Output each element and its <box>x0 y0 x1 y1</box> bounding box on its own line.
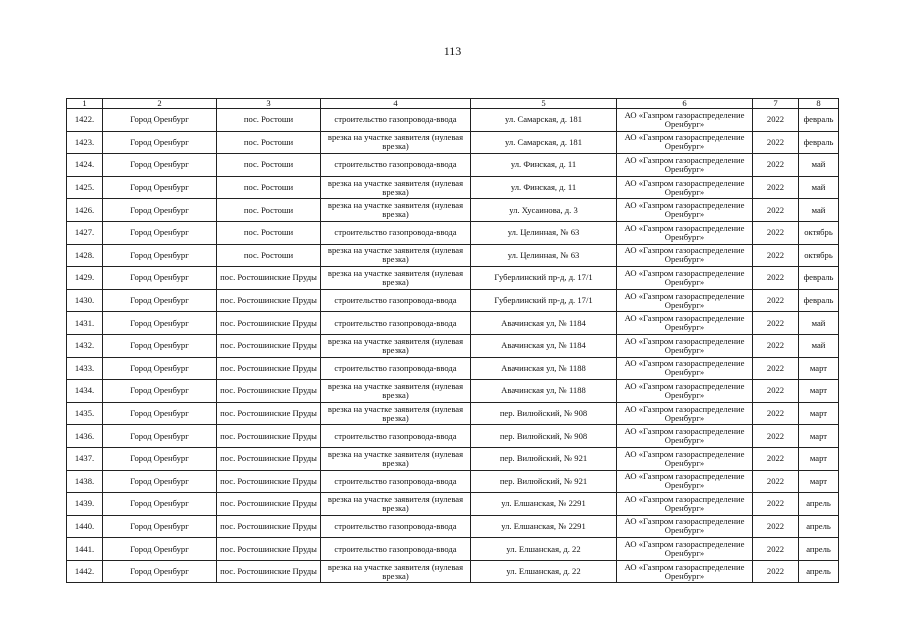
table-row <box>67 425 839 448</box>
year-cell: 2022 <box>753 176 799 199</box>
row-number-cell: 1441. <box>67 538 103 561</box>
work-type-cell: строительство газопровода-ввода <box>321 154 471 177</box>
settlement-cell: пос. Ростошинские Пруды <box>217 425 321 448</box>
settlement-cell: пос. Ростоши <box>217 221 321 244</box>
work-type-cell: строительство газопровода-ввода <box>321 538 471 561</box>
organization-cell: АО «Газпром газораспределение Оренбург» <box>617 515 753 538</box>
year-cell: 2022 <box>753 425 799 448</box>
city-cell: Город Оренбург <box>103 334 217 357</box>
table-row <box>67 312 839 335</box>
city-cell: Город Оренбург <box>103 289 217 312</box>
month-cell: октябрь <box>799 244 839 267</box>
table-row <box>67 402 839 425</box>
row-number-cell: 1429. <box>67 267 103 290</box>
month-cell: май <box>799 154 839 177</box>
work-type-cell: врезка на участке заявителя (нулевая врезка) <box>321 267 471 290</box>
organization-cell: АО «Газпром газораспределение Оренбург» <box>617 109 753 132</box>
address-cell: Авачинская ул, № 1184 <box>471 312 617 335</box>
settlement-cell: пос. Ростошинские Пруды <box>217 515 321 538</box>
work-type-cell: строительство газопровода-ввода <box>321 425 471 448</box>
address-cell: Губерлинский пр-д, д. 17/1 <box>471 289 617 312</box>
row-number-cell: 1426. <box>67 199 103 222</box>
table-row <box>67 176 839 199</box>
month-cell: февраль <box>799 289 839 312</box>
month-cell: март <box>799 447 839 470</box>
city-cell: Город Оренбург <box>103 176 217 199</box>
work-type-cell: врезка на участке заявителя (нулевая врезка) <box>321 560 471 583</box>
year-cell: 2022 <box>753 221 799 244</box>
month-cell: апрель <box>799 493 839 516</box>
organization-cell: АО «Газпром газораспределение Оренбург» <box>617 154 753 177</box>
organization-cell: АО «Газпром газораспределение Оренбург» <box>617 380 753 403</box>
table-body <box>67 109 839 583</box>
address-cell: Авачинская ул, № 1188 <box>471 380 617 403</box>
row-number-cell: 1428. <box>67 244 103 267</box>
row-number-cell: 1436. <box>67 425 103 448</box>
work-type-cell: строительство газопровода-ввода <box>321 357 471 380</box>
page-number: 113 <box>443 44 462 58</box>
table-row <box>67 199 839 222</box>
city-cell: Город Оренбург <box>103 538 217 561</box>
address-cell: Авачинская ул, № 1184 <box>471 334 617 357</box>
year-cell: 2022 <box>753 312 799 335</box>
settlement-cell: пос. Ростоши <box>217 176 321 199</box>
month-cell: февраль <box>799 131 839 154</box>
organization-cell: АО «Газпром газораспределение Оренбург» <box>617 493 753 516</box>
year-cell: 2022 <box>753 470 799 493</box>
table-row <box>67 538 839 561</box>
row-number-cell: 1440. <box>67 515 103 538</box>
settlement-cell: пос. Ростошинские Пруды <box>217 560 321 583</box>
month-cell: март <box>799 402 839 425</box>
year-cell: 2022 <box>753 380 799 403</box>
work-type-cell: строительство газопровода-ввода <box>321 289 471 312</box>
year-cell: 2022 <box>753 244 799 267</box>
month-cell: апрель <box>799 515 839 538</box>
column-header: 6 <box>617 99 753 109</box>
settlement-cell: пос. Ростоши <box>217 131 321 154</box>
row-number-cell: 1423. <box>67 131 103 154</box>
organization-cell: АО «Газпром газораспределение Оренбург» <box>617 131 753 154</box>
row-number-cell: 1424. <box>67 154 103 177</box>
work-type-cell: врезка на участке заявителя (нулевая врезка) <box>321 334 471 357</box>
column-header: 2 <box>103 99 217 109</box>
year-cell: 2022 <box>753 199 799 222</box>
table-row <box>67 334 839 357</box>
organization-cell: АО «Газпром газораспределение Оренбург» <box>617 199 753 222</box>
address-cell: ул. Елшанская, д. 22 <box>471 538 617 561</box>
table-row <box>67 470 839 493</box>
column-header: 3 <box>217 99 321 109</box>
settlement-cell: пос. Ростошинские Пруды <box>217 334 321 357</box>
month-cell: март <box>799 470 839 493</box>
city-cell: Город Оренбург <box>103 312 217 335</box>
organization-cell: АО «Газпром газораспределение Оренбург» <box>617 289 753 312</box>
city-cell: Город Оренбург <box>103 470 217 493</box>
month-cell: март <box>799 380 839 403</box>
city-cell: Город Оренбург <box>103 515 217 538</box>
city-cell: Город Оренбург <box>103 357 217 380</box>
month-cell: май <box>799 199 839 222</box>
address-cell: Губерлинский пр-д, д. 17/1 <box>471 267 617 290</box>
address-cell: ул. Самарская, д. 181 <box>471 131 617 154</box>
organization-cell: АО «Газпром газораспределение Оренбург» <box>617 334 753 357</box>
table-row <box>67 380 839 403</box>
organization-cell: АО «Газпром газораспределение Оренбург» <box>617 447 753 470</box>
city-cell: Город Оренбург <box>103 560 217 583</box>
work-type-cell: врезка на участке заявителя (нулевая врезка) <box>321 380 471 403</box>
address-cell: ул. Елшанская, № 2291 <box>471 493 617 516</box>
row-number-cell: 1438. <box>67 470 103 493</box>
work-type-cell: строительство газопровода-ввода <box>321 470 471 493</box>
work-type-cell: врезка на участке заявителя (нулевая врезка) <box>321 402 471 425</box>
year-cell: 2022 <box>753 447 799 470</box>
table-row <box>67 109 839 132</box>
work-type-cell: строительство газопровода-ввода <box>321 312 471 335</box>
table-row <box>67 289 839 312</box>
settlement-cell: пос. Ростошинские Пруды <box>217 289 321 312</box>
settlement-cell: пос. Ростошинские Пруды <box>217 493 321 516</box>
organization-cell: АО «Газпром газораспределение Оренбург» <box>617 176 753 199</box>
work-type-cell: врезка на участке заявителя (нулевая врезка) <box>321 131 471 154</box>
settlement-cell: пос. Ростошинские Пруды <box>217 380 321 403</box>
settlement-cell: пос. Ростошинские Пруды <box>217 538 321 561</box>
settlement-cell: пос. Ростошинские Пруды <box>217 470 321 493</box>
address-cell: ул. Целинная, № 63 <box>471 244 617 267</box>
settlement-cell: пос. Ростоши <box>217 199 321 222</box>
year-cell: 2022 <box>753 357 799 380</box>
gas-connection-table <box>66 98 839 583</box>
month-cell: май <box>799 334 839 357</box>
month-cell: апрель <box>799 538 839 561</box>
settlement-cell: пос. Ростошинские Пруды <box>217 447 321 470</box>
table-row <box>67 131 839 154</box>
table-row <box>67 515 839 538</box>
table-row <box>67 221 839 244</box>
address-cell: ул. Финская, д. 11 <box>471 154 617 177</box>
address-cell: пер. Вилюйский, № 921 <box>471 470 617 493</box>
work-type-cell: врезка на участке заявителя (нулевая врезка) <box>321 493 471 516</box>
table-row <box>67 447 839 470</box>
address-cell: ул. Целинная, № 63 <box>471 221 617 244</box>
year-cell: 2022 <box>753 538 799 561</box>
column-header: 5 <box>471 99 617 109</box>
year-cell: 2022 <box>753 154 799 177</box>
table-row <box>67 267 839 290</box>
city-cell: Город Оренбург <box>103 109 217 132</box>
year-cell: 2022 <box>753 334 799 357</box>
row-number-cell: 1442. <box>67 560 103 583</box>
organization-cell: АО «Газпром газораспределение Оренбург» <box>617 312 753 335</box>
organization-cell: АО «Газпром газораспределение Оренбург» <box>617 221 753 244</box>
column-header: 4 <box>321 99 471 109</box>
row-number-cell: 1431. <box>67 312 103 335</box>
work-type-cell: врезка на участке заявителя (нулевая врезка) <box>321 244 471 267</box>
settlement-cell: пос. Ростоши <box>217 109 321 132</box>
table-row <box>67 357 839 380</box>
year-cell: 2022 <box>753 267 799 290</box>
settlement-cell: пос. Ростошинские Пруды <box>217 402 321 425</box>
month-cell: май <box>799 176 839 199</box>
table-row <box>67 244 839 267</box>
address-cell: пер. Вилюйский, № 908 <box>471 402 617 425</box>
year-cell: 2022 <box>753 493 799 516</box>
year-cell: 2022 <box>753 560 799 583</box>
organization-cell: АО «Газпром газораспределение Оренбург» <box>617 470 753 493</box>
city-cell: Город Оренбург <box>103 380 217 403</box>
table-row <box>67 493 839 516</box>
address-cell: ул. Елшанская, д. 22 <box>471 560 617 583</box>
table-row <box>67 560 839 583</box>
year-cell: 2022 <box>753 289 799 312</box>
work-type-cell: врезка на участке заявителя (нулевая врезка) <box>321 176 471 199</box>
city-cell: Город Оренбург <box>103 425 217 448</box>
row-number-cell: 1439. <box>67 493 103 516</box>
month-cell: март <box>799 357 839 380</box>
month-cell: февраль <box>799 267 839 290</box>
city-cell: Город Оренбург <box>103 267 217 290</box>
settlement-cell: пос. Ростошинские Пруды <box>217 312 321 335</box>
column-header: 7 <box>753 99 799 109</box>
settlement-cell: пос. Ростоши <box>217 154 321 177</box>
address-cell: пер. Вилюйский, № 921 <box>471 447 617 470</box>
organization-cell: АО «Газпром газораспределение Оренбург» <box>617 357 753 380</box>
row-number-cell: 1433. <box>67 357 103 380</box>
organization-cell: АО «Газпром газораспределение Оренбург» <box>617 425 753 448</box>
organization-cell: АО «Газпром газораспределение Оренбург» <box>617 538 753 561</box>
address-cell: пер. Вилюйский, № 908 <box>471 425 617 448</box>
year-cell: 2022 <box>753 131 799 154</box>
city-cell: Город Оренбург <box>103 493 217 516</box>
row-number-cell: 1425. <box>67 176 103 199</box>
work-type-cell: строительство газопровода-ввода <box>321 221 471 244</box>
work-type-cell: врезка на участке заявителя (нулевая врезка) <box>321 447 471 470</box>
year-cell: 2022 <box>753 402 799 425</box>
row-number-cell: 1435. <box>67 402 103 425</box>
city-cell: Город Оренбург <box>103 154 217 177</box>
month-cell: февраль <box>799 109 839 132</box>
address-cell: ул. Елшанская, № 2291 <box>471 515 617 538</box>
work-type-cell: строительство газопровода-ввода <box>321 109 471 132</box>
organization-cell: АО «Газпром газораспределение Оренбург» <box>617 560 753 583</box>
city-cell: Город Оренбург <box>103 221 217 244</box>
column-number-header <box>67 99 839 109</box>
city-cell: Город Оренбург <box>103 402 217 425</box>
column-header: 8 <box>799 99 839 109</box>
settlement-cell: пос. Ростошинские Пруды <box>217 357 321 380</box>
organization-cell: АО «Газпром газораспределение Оренбург» <box>617 267 753 290</box>
address-cell: Авачинская ул, № 1188 <box>471 357 617 380</box>
row-number-cell: 1427. <box>67 221 103 244</box>
table-row <box>67 154 839 177</box>
row-number-cell: 1437. <box>67 447 103 470</box>
row-number-cell: 1432. <box>67 334 103 357</box>
month-cell: октябрь <box>799 221 839 244</box>
column-header: 1 <box>67 99 103 109</box>
settlement-cell: пос. Ростоши <box>217 244 321 267</box>
year-cell: 2022 <box>753 515 799 538</box>
city-cell: Город Оренбург <box>103 131 217 154</box>
city-cell: Город Оренбург <box>103 199 217 222</box>
work-type-cell: врезка на участке заявителя (нулевая врезка) <box>321 199 471 222</box>
month-cell: апрель <box>799 560 839 583</box>
city-cell: Город Оренбург <box>103 447 217 470</box>
organization-cell: АО «Газпром газораспределение Оренбург» <box>617 402 753 425</box>
address-cell: ул. Хусаинова, д. 3 <box>471 199 617 222</box>
month-cell: март <box>799 425 839 448</box>
city-cell: Город Оренбург <box>103 244 217 267</box>
work-type-cell: строительство газопровода-ввода <box>321 515 471 538</box>
month-cell: май <box>799 312 839 335</box>
settlement-cell: пос. Ростошинские Пруды <box>217 267 321 290</box>
row-number-cell: 1430. <box>67 289 103 312</box>
organization-cell: АО «Газпром газораспределение Оренбург» <box>617 244 753 267</box>
address-cell: ул. Финская, д. 11 <box>471 176 617 199</box>
address-cell: ул. Самарская, д. 181 <box>471 109 617 132</box>
row-number-cell: 1422. <box>67 109 103 132</box>
year-cell: 2022 <box>753 109 799 132</box>
row-number-cell: 1434. <box>67 380 103 403</box>
